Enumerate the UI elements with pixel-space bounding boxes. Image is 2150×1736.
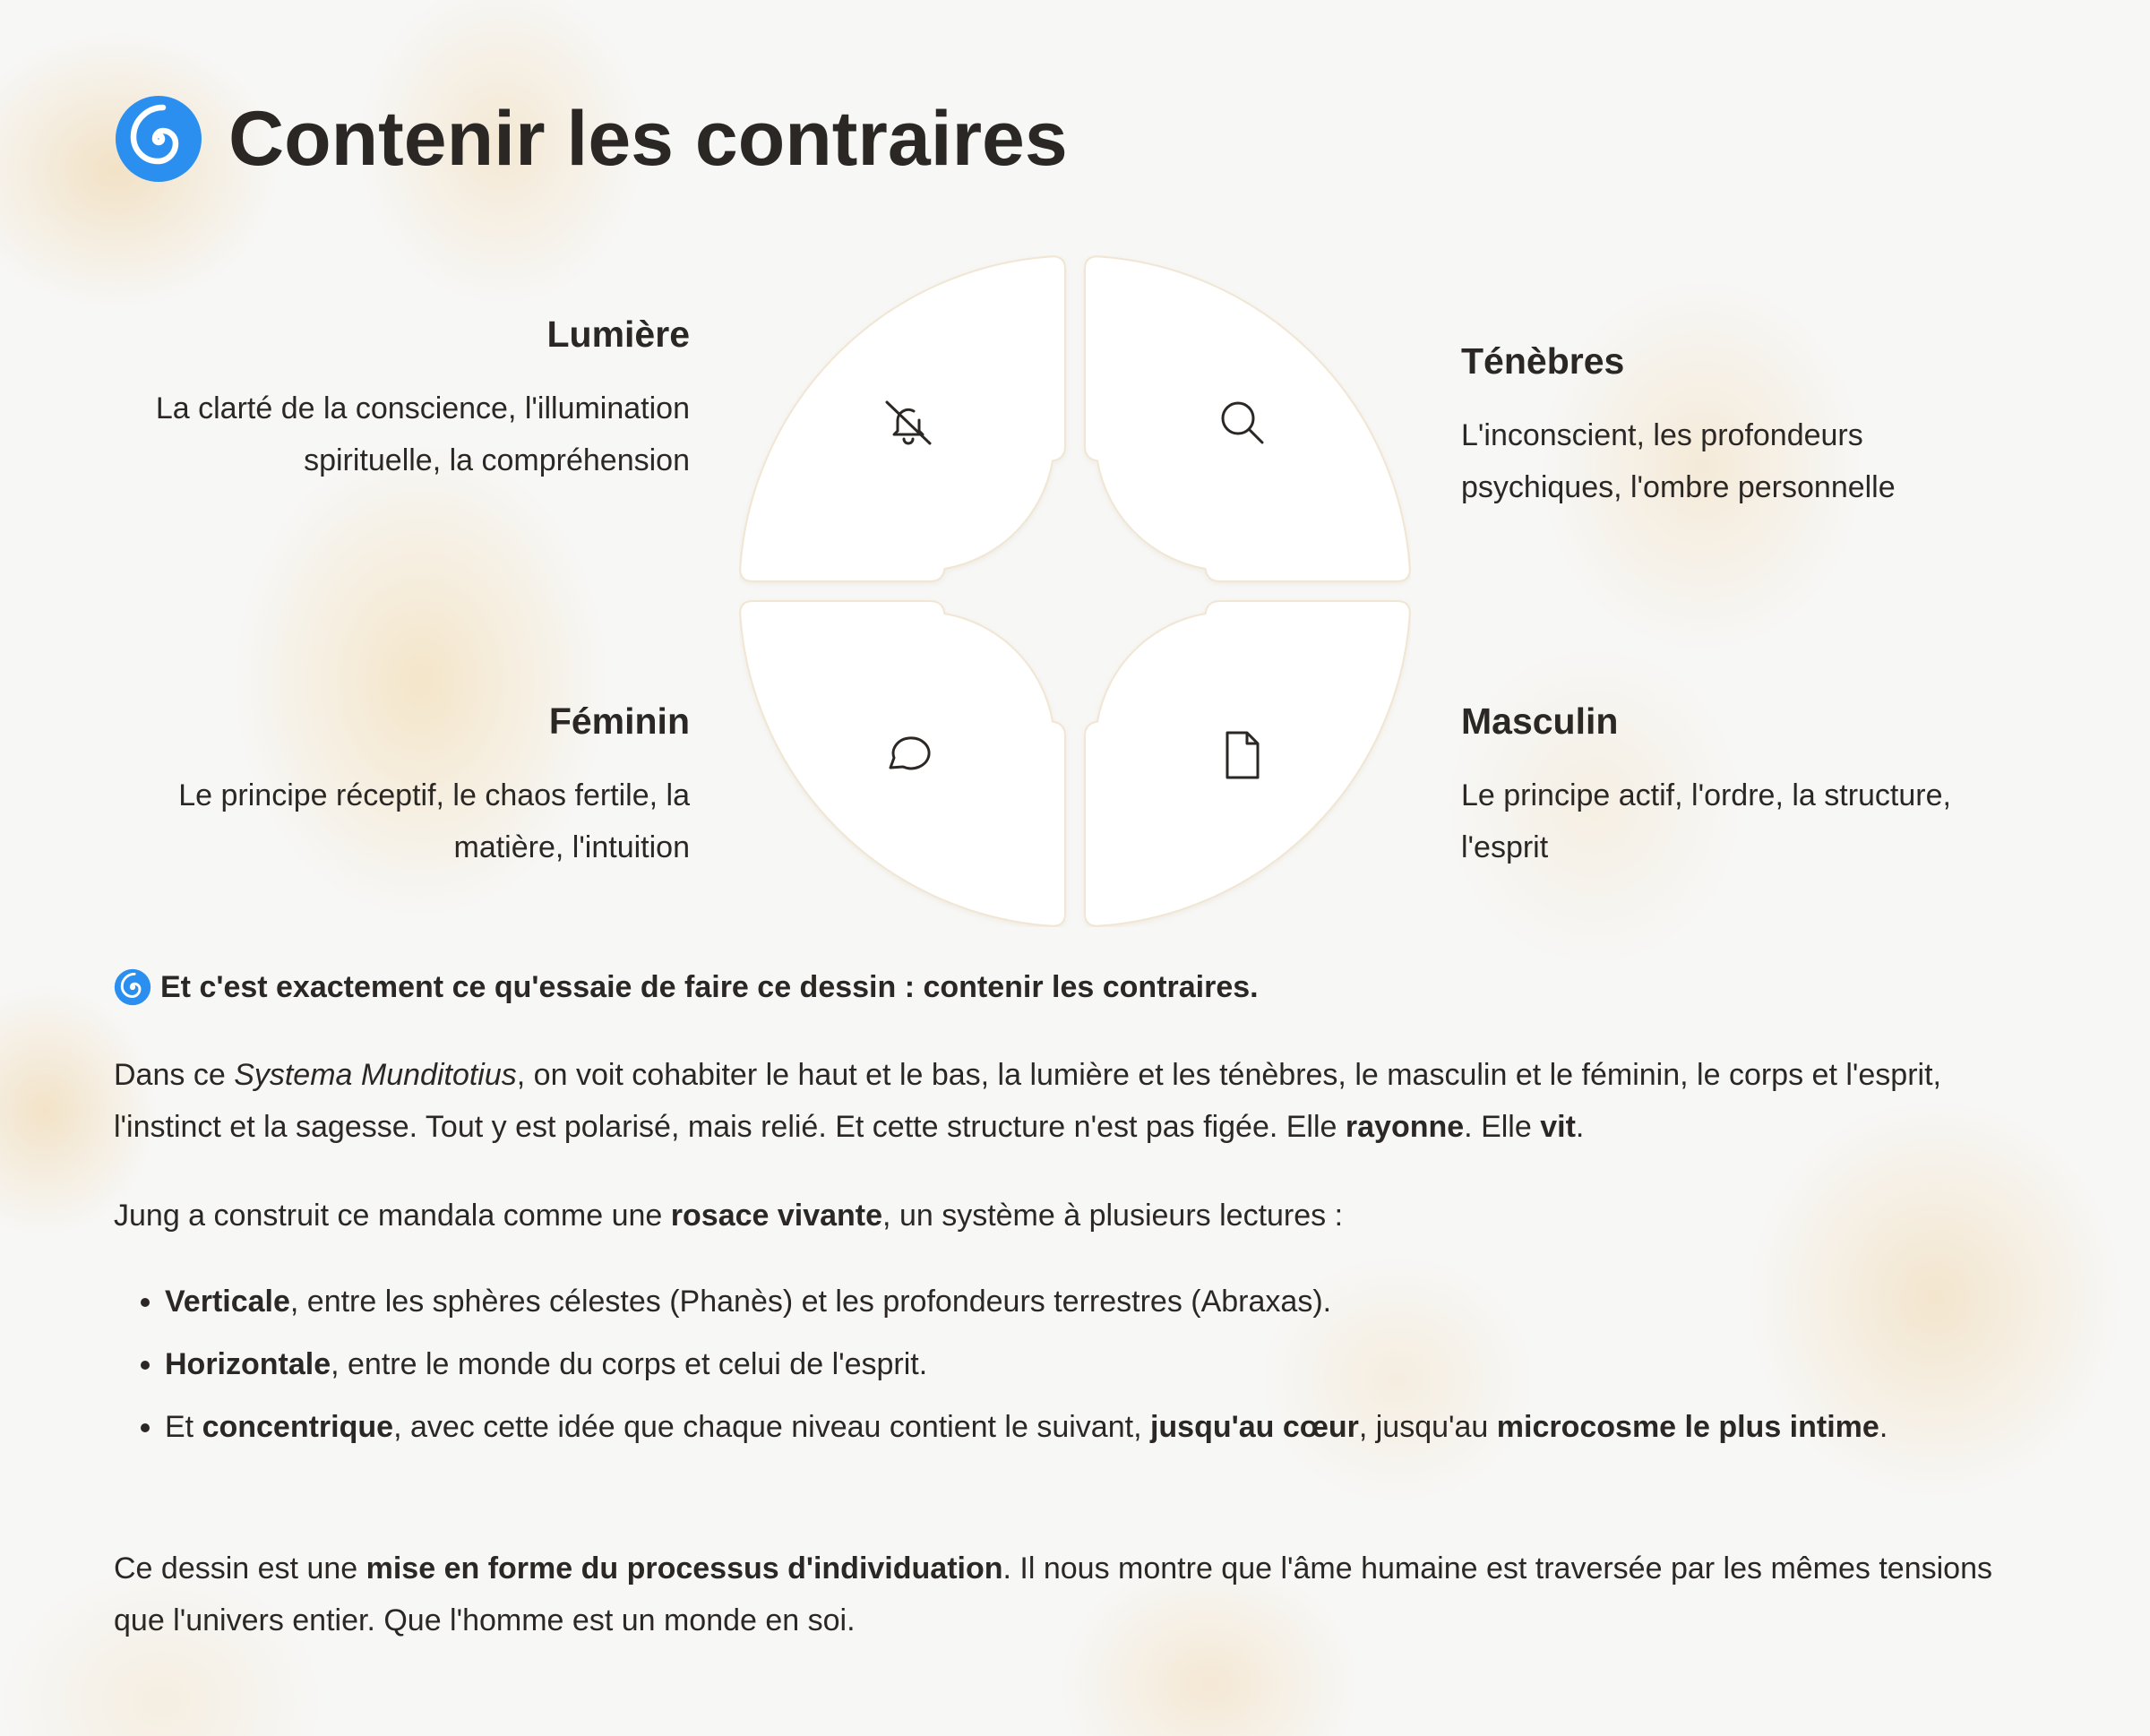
list-item xyxy=(165,1338,2046,1390)
bullet-concentrique-text-d: . xyxy=(1879,1410,1888,1444)
bullet-microcosme-bold: microcosme le plus intime xyxy=(1496,1410,1879,1444)
quadrant-feminin-text: Le principe réceptif, le chaos fertile, la matière, l'intuition xyxy=(178,778,690,864)
p1-italic-title: Systema Munditotius xyxy=(234,1058,517,1092)
p1-text-a: Dans ce xyxy=(114,1058,235,1092)
quadrant-feminin xyxy=(114,696,690,873)
spiral-icon xyxy=(114,968,151,1006)
bullet-concentrique-bold: concentrique xyxy=(202,1410,394,1444)
quadrant-tenebres xyxy=(1461,336,1999,513)
p1-text-d: . xyxy=(1575,1110,1585,1144)
spiral-icon xyxy=(114,94,203,184)
p3-text-a: Ce dessin est une xyxy=(114,1551,366,1586)
paragraph-rosace xyxy=(114,1190,2031,1242)
bullet-verticale-bold: Verticale xyxy=(165,1285,290,1319)
bullet-concentrique-text-b: , avec cette idée que chaque niveau contient le suivant, xyxy=(393,1410,1150,1444)
bullet-concentrique-text-a: Et xyxy=(165,1410,202,1444)
bullet-verticale-text: , entre les sphères célestes (Phanès) et les profondeurs terrestres (Abraxas). xyxy=(289,1285,1332,1319)
paragraph-systema xyxy=(114,1049,2031,1153)
quadrant-tenebres-title: Ténèbres xyxy=(1461,340,1625,382)
p1-bold-rayonne: rayonne xyxy=(1345,1110,1465,1144)
list-item xyxy=(165,1401,2046,1453)
p2-text-a: Jung a construit ce mandala comme une xyxy=(114,1199,671,1233)
segment-masculin[interactable] xyxy=(1085,601,1410,926)
quadrant-lumiere-title: Lumière xyxy=(546,314,690,355)
quadrant-lumiere-text: La clarté de la conscience, l'illumination spirituelle, la compréhension xyxy=(155,391,690,477)
quadrant-feminin-title: Féminin xyxy=(548,700,690,742)
bullet-coeur-bold: jusqu'au cœur xyxy=(1149,1410,1359,1444)
quadrant-masculin-title: Masculin xyxy=(1461,700,1619,742)
p2-text-b: , un système à plusieurs lectures : xyxy=(882,1199,1344,1233)
p2-bold-rosace: rosace vivante xyxy=(670,1199,883,1233)
bullet-horizontale-text: , entre le monde du corps et celui de l'esprit. xyxy=(331,1347,928,1381)
segment-tenebres[interactable] xyxy=(1085,256,1410,581)
paragraph-individuation xyxy=(114,1543,2031,1646)
bullet-concentrique-text-c: , jusqu'au xyxy=(1358,1410,1497,1444)
p3-bold-individuation: mise en forme du processus d'individuation xyxy=(366,1551,1003,1586)
p1-text-b: , on voit cohabiter le haut et le bas, la lumière et les ténèbres, le masculin et le féminin, le corps et l'esprit, l'instinct et la sagesse. Tout y est polarisé, mais relié. Et cette structure n'est pas figée. Elle xyxy=(114,1058,1941,1144)
page-title-text: Contenir les contraires xyxy=(228,96,1068,182)
opposites-wheel xyxy=(739,255,1411,927)
intro-line xyxy=(114,961,2031,1013)
quadrant-lumiere xyxy=(114,309,690,486)
page-title xyxy=(114,90,1068,188)
quadrant-masculin-text: Le principe actif, l'ordre, la structure, l'esprit xyxy=(1461,778,1951,864)
quadrant-tenebres-text: L'inconscient, les profondeurs psychiques, l'ombre personnelle xyxy=(1461,418,1896,504)
readings-list xyxy=(114,1276,2046,1464)
bullet-horizontale-bold: Horizontale xyxy=(165,1347,331,1381)
list-item xyxy=(165,1276,2046,1328)
intro-text: Et c'est exactement ce qu'essaie de faire ce dessin : contenir les contraires. xyxy=(160,970,1259,1004)
p3-text-b: . Il nous montre que l'âme humaine est traversée par les mêmes tensions que l'univers entier. Que l'homme est un monde en soi. xyxy=(114,1551,1992,1637)
p1-bold-vit: vit xyxy=(1540,1110,1576,1144)
quadrant-masculin xyxy=(1461,696,2034,873)
segment-feminin[interactable] xyxy=(740,601,1065,926)
p1-text-c: . Elle xyxy=(1464,1110,1541,1144)
